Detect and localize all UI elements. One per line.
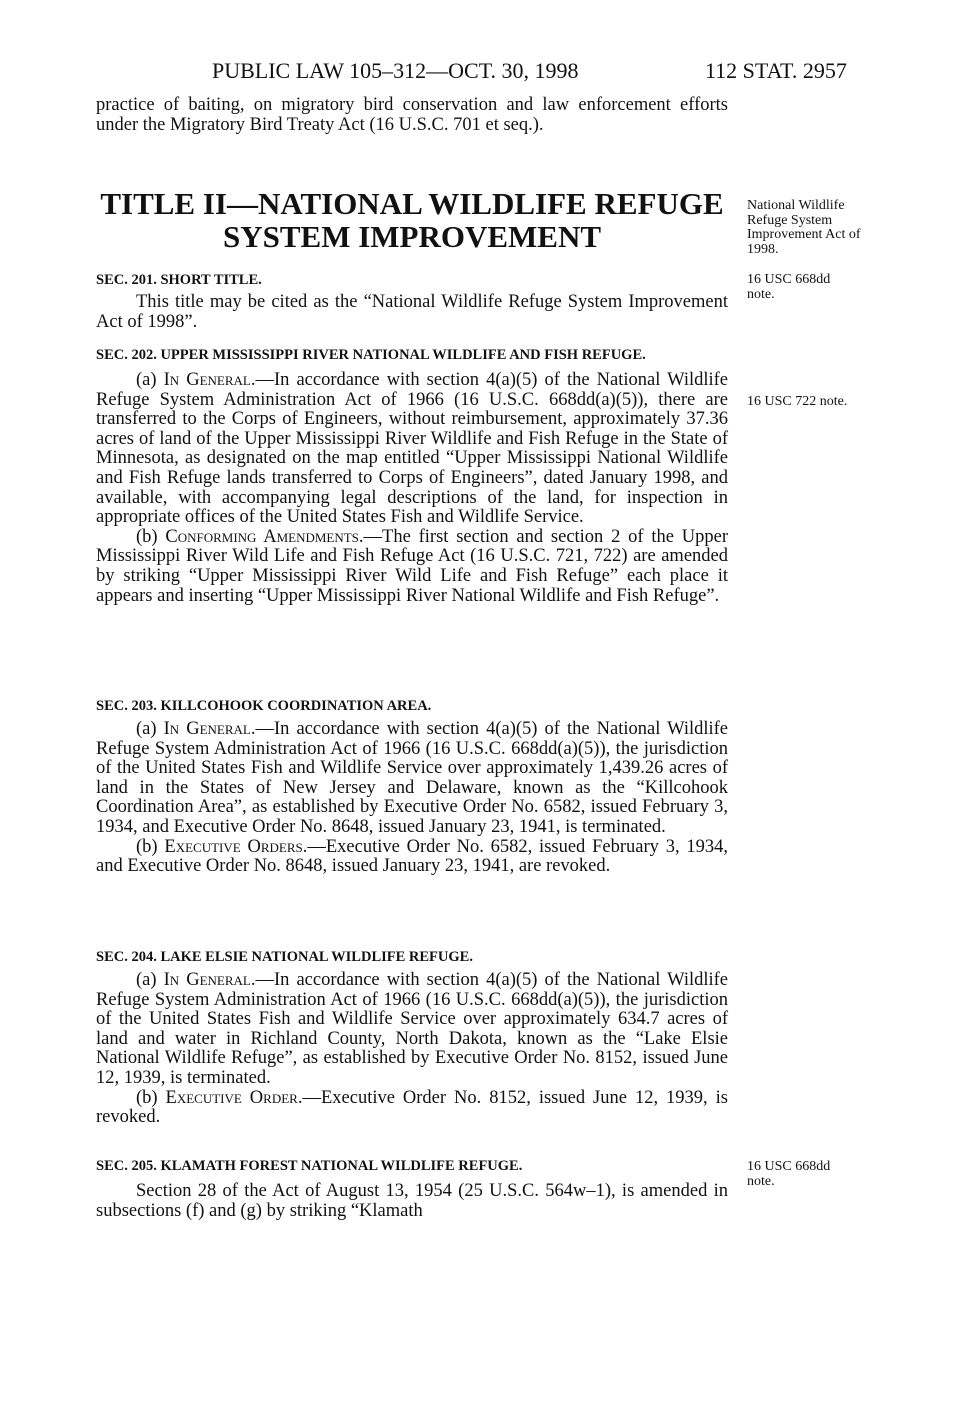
subsection-label: (b) bbox=[136, 836, 165, 857]
subsection-label: (b) bbox=[136, 526, 166, 547]
section-heading: SEC. 203. KILLCOHOOK COORDINATION AREA. bbox=[96, 698, 432, 714]
subsection-text: —The first section and section 2 of the Upper Mississippi River Wild Life and Fish Refuge Act (16 U.S.C. 721, 722) are amended by striking “Upper Mississippi River Wild Life and Fish Refuge” each place it appears and inserting “Upper Mississippi River National Wildlife and Fish Refuge”. bbox=[96, 526, 728, 606]
margin-note-act-name bbox=[747, 199, 872, 257]
margin-note-citation bbox=[747, 395, 882, 410]
section-paragraph: This title may be cited as the “National Wildlife Refuge System Improvement Act of 1998”. bbox=[96, 292, 728, 332]
subsection-label: (a) bbox=[136, 719, 164, 739]
subsection-text: —In accordance with section 4(a)(5) of the National Wildlife Refuge System Administration Act of 1966 (16 U.S.C. 668dd(a)(5)), the jurisdiction of the United States Fish and Wildlife Service over approximately 1,439.26 acres of land in the States of New Jersey and Delaware, known as the “Killcohook Coordination Area”, as established by Executive Order No. 6582, issued February 3, 1934, and Executive Order No. 8648, issued January 23, 1941, is terminated. bbox=[96, 719, 728, 837]
margin-note-text: 16 USC 668dd note. bbox=[747, 1159, 831, 1189]
section-204 bbox=[96, 948, 728, 1128]
subsection-label: (b) bbox=[136, 1087, 166, 1108]
subsection-heading: Conforming Amendments. bbox=[165, 526, 364, 547]
subsection-a bbox=[96, 720, 728, 838]
section-202 bbox=[96, 346, 728, 606]
subsection-heading: Executive Orders. bbox=[164, 836, 308, 857]
intro-block bbox=[96, 96, 728, 135]
subsection-a bbox=[96, 971, 728, 1089]
margin-note-citation bbox=[747, 1160, 852, 1189]
subsection-label: (a) bbox=[136, 970, 164, 990]
subsection-b bbox=[96, 1089, 728, 1128]
section-heading: SEC. 205. KLAMATH FOREST NATIONAL WILDLIFE REFUGE. bbox=[96, 1158, 523, 1174]
margin-note-text: 16 USC 668dd note. bbox=[747, 272, 831, 302]
section-201 bbox=[96, 271, 728, 332]
margin-note-text: National Wildlife Refuge System Improvement Act of 1998. bbox=[747, 198, 861, 257]
page-citation: 112 STAT. 2957 bbox=[705, 58, 847, 83]
subsection-heading: In General. bbox=[163, 970, 256, 990]
section-heading: SEC. 202. UPPER MISSISSIPPI RIVER NATIONAL WILDLIFE AND FISH REFUGE. bbox=[96, 347, 646, 363]
subsection-text: —Executive Order No. 8152, issued June 12, 1939, is revoked. bbox=[96, 1087, 728, 1128]
subsection-text: —In accordance with section 4(a)(5) of the National Wildlife Refuge System Administration Act of 1966 (16 U.S.C. 668dd(a)(5)), the jurisdiction of the United States Fish and Wildlife Service over approximately 634.7 acres of land and water in Richland County, North Dakota, known as the “Lake Elsie National Wildlife Refuge”, as established by Executive Order No. 8152, issued June 12, 1939, is terminated. bbox=[96, 970, 728, 1088]
subsection-text: —Executive Order No. 6582, issued February 3, 1934, and Executive Order No. 8648, issued January 23, 1941, are revoked. bbox=[96, 836, 729, 877]
title-line-2: SYSTEM IMPROVEMENT bbox=[222, 219, 602, 254]
subsection-label: (a) bbox=[136, 370, 164, 390]
section-heading: SEC. 204. LAKE ELSIE NATIONAL WILDLIFE REFUGE. bbox=[96, 949, 473, 965]
subsection-heading: In General. bbox=[163, 719, 256, 739]
margin-note-citation bbox=[747, 273, 852, 302]
running-header-left: PUBLIC LAW 105–312—OCT. 30, 1998 bbox=[212, 58, 579, 83]
section-paragraph: Section 28 of the Act of August 13, 1954 (25 U.S.C. 564w–1), is amended in subsections (f) and (g) by striking “Klamath bbox=[96, 1181, 728, 1221]
subsection-heading: In General. bbox=[163, 370, 256, 390]
section-heading: SEC. 201. SHORT TITLE. bbox=[96, 272, 262, 288]
section-205 bbox=[96, 1157, 728, 1221]
subsection-a bbox=[96, 371, 728, 528]
margin-note-text: 16 USC 722 note. bbox=[747, 394, 848, 409]
subsection-b bbox=[96, 838, 728, 877]
subsection-text: —In accordance with section 4(a)(5) of the National Wildlife Refuge System Administration Act of 1966 (16 U.S.C. 668dd(a)(5)), there are transferred to the Corps of Engineers, without reimbursement, approximately 37.36 acres of land of the Upper Mississippi River Wildlife and Fish Refuge in the State of Minnesota, as designated on the map entitled “Upper Mississippi National Wildlife and Fish Refuge lands transferred to Corps of Engineers”, dated January 1998, and available, with accompanying legal descriptions of the land, for inspection in appropriate offices of the United States Fish and Wildlife Service. bbox=[96, 370, 728, 528]
section-203 bbox=[96, 697, 728, 877]
title-line-1: TITLE II—NATIONAL WILDLIFE REFUGE bbox=[100, 186, 724, 221]
subsection-heading: Executive Order. bbox=[165, 1087, 303, 1108]
subsection-b bbox=[96, 528, 728, 606]
intro-paragraph: practice of baiting, on migratory bird conservation and law enforcement efforts under the Migratory Bird Treaty Act (16 U.S.C. 701 et seq.). bbox=[96, 95, 728, 135]
